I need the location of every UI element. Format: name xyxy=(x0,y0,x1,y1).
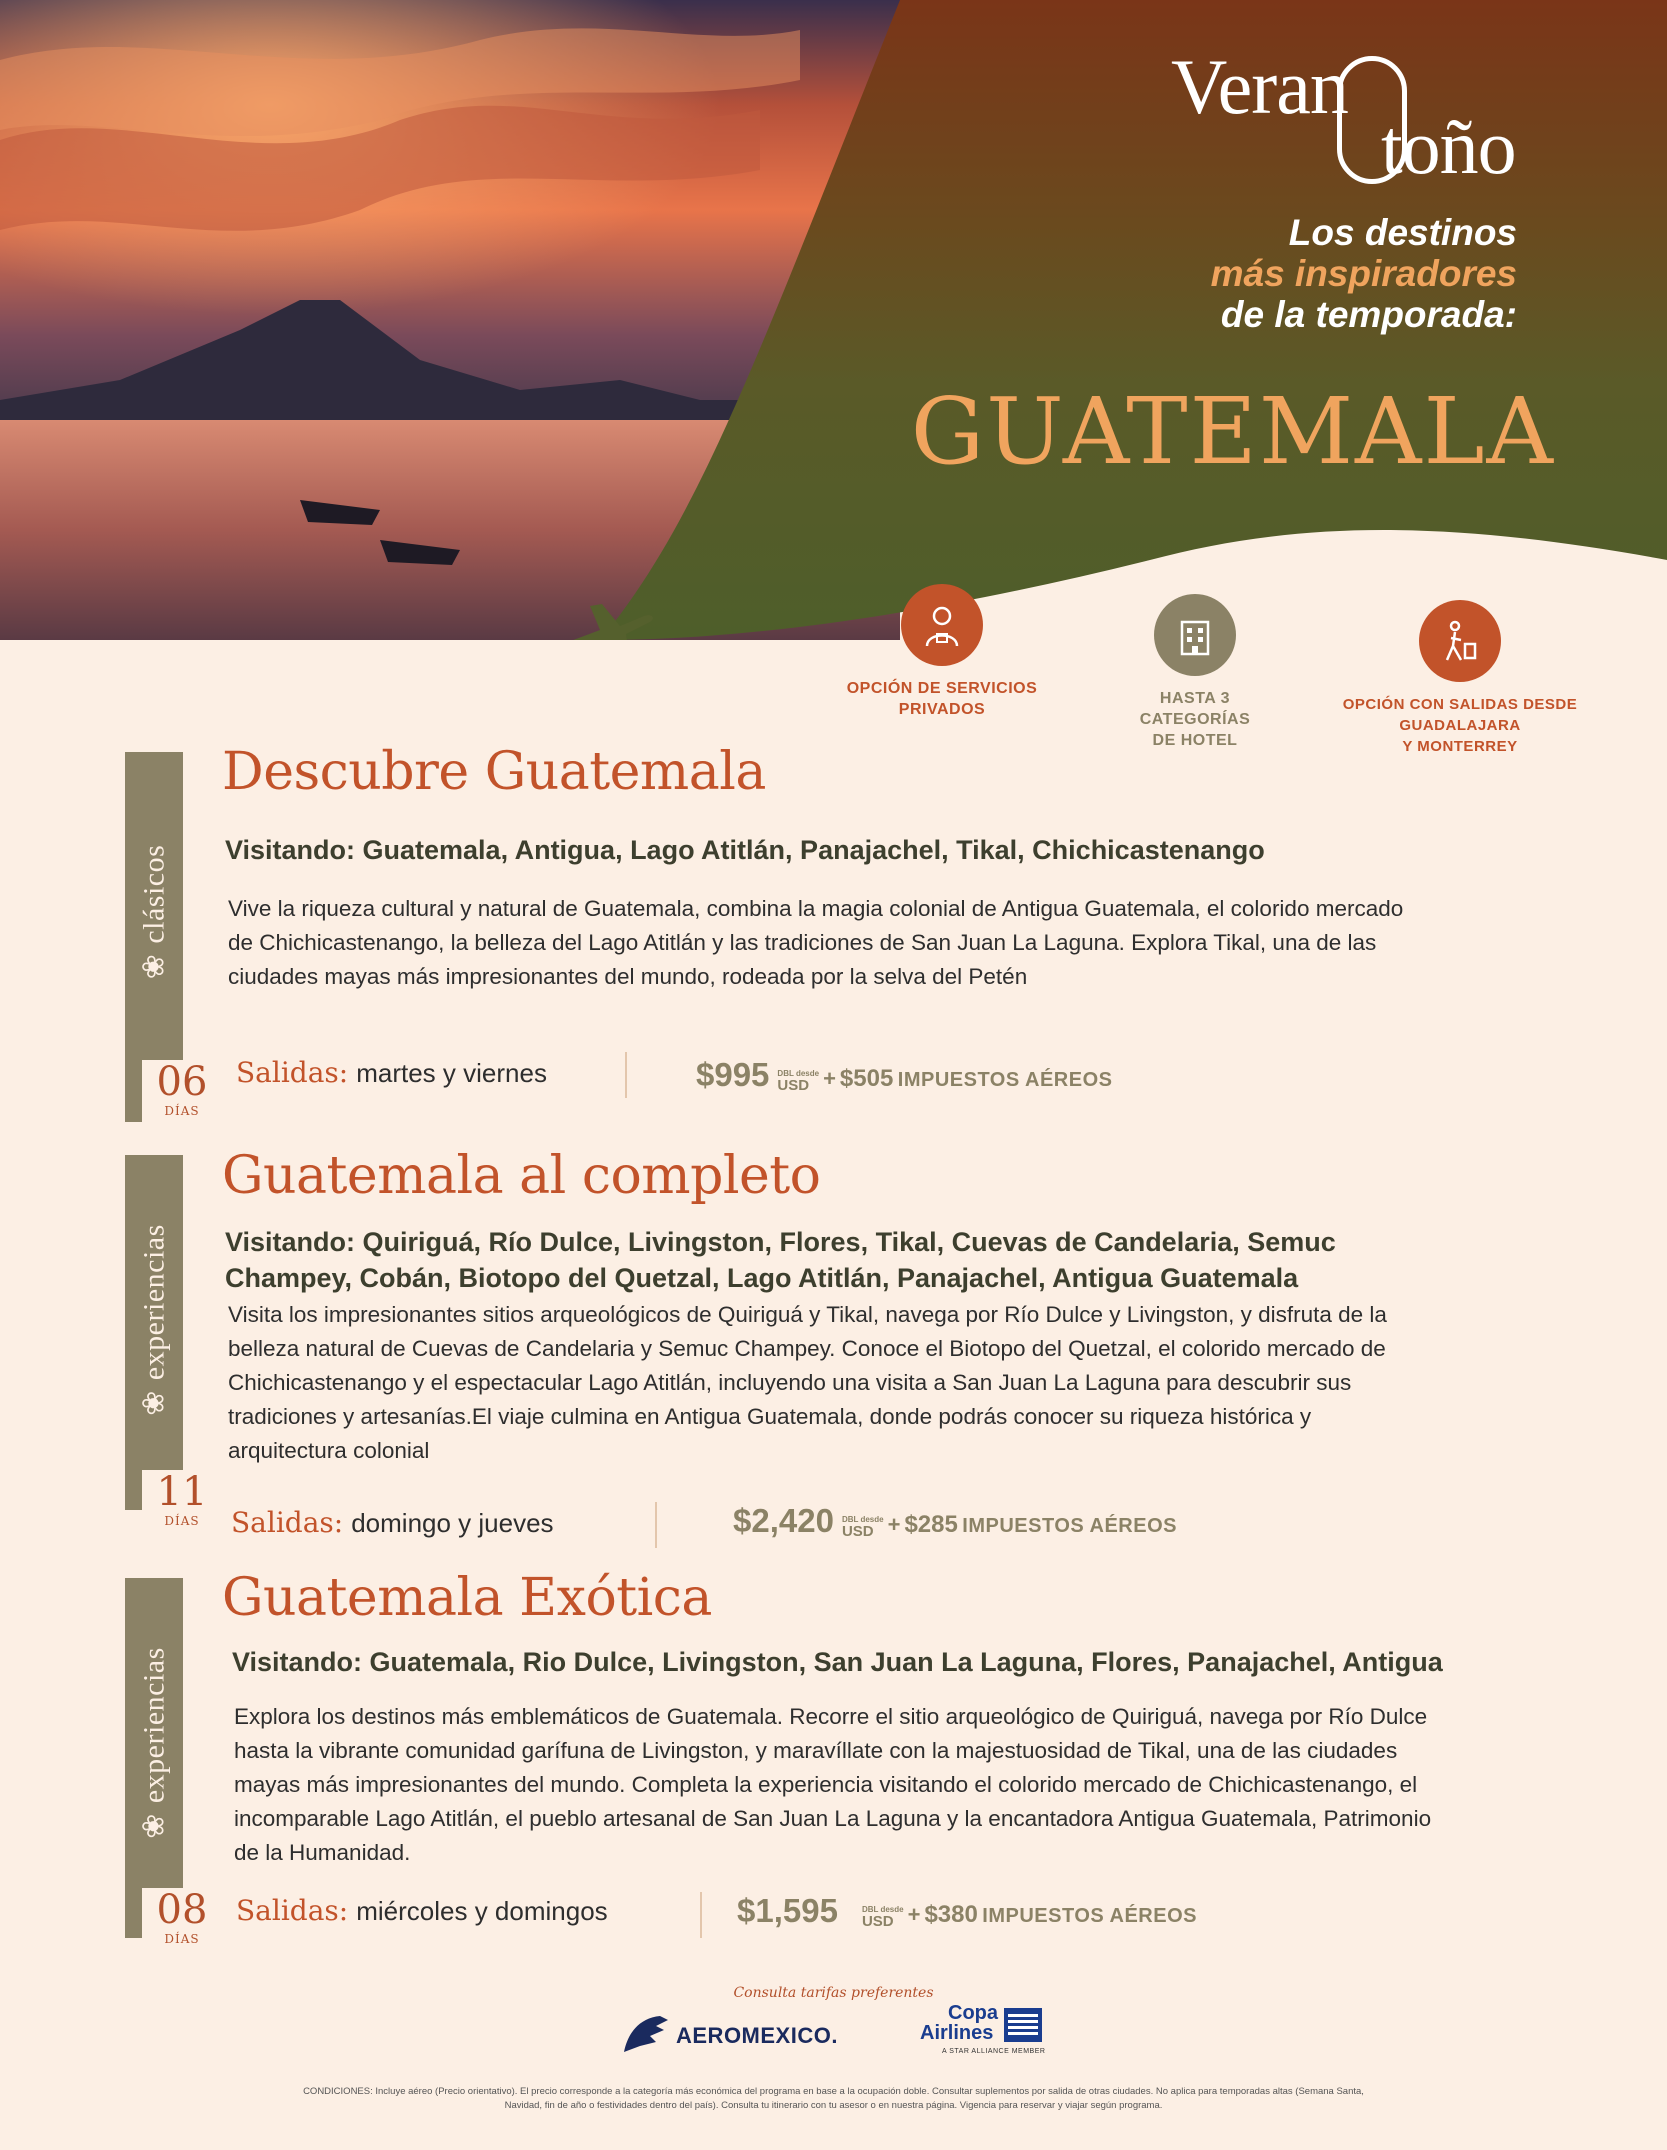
price-currency: USD xyxy=(841,1523,874,1541)
days-badge xyxy=(142,1060,222,1130)
guide-icon xyxy=(901,584,983,666)
copa-line-2: Airlines xyxy=(920,2022,994,2044)
aeromexico-name: AEROMEXICO. xyxy=(676,2023,838,2048)
days-label: DÍAS xyxy=(164,1514,200,1528)
category-label: ❀experiencias xyxy=(137,1647,171,1839)
program-departures xyxy=(236,1056,547,1089)
hero-banner xyxy=(0,0,1667,640)
category-label: ❀experiencias xyxy=(137,1224,171,1416)
category-band xyxy=(125,1578,183,1938)
price-tax: $285 xyxy=(904,1511,958,1538)
program-title: Guatemala Exótica xyxy=(222,1568,712,1628)
feature-label: HASTA 3 CATEGORÍAS DE HOTEL xyxy=(1139,690,1251,749)
price-amount: $2,420 xyxy=(733,1502,834,1539)
days-badge xyxy=(142,1888,222,1958)
price-tax: $380 xyxy=(924,1901,978,1928)
days-badge xyxy=(142,1470,222,1540)
departures-label: Salidas: xyxy=(231,1506,344,1539)
price-dbl: DBL desde xyxy=(861,1905,904,1915)
departures-days: miércoles y domingos xyxy=(356,1896,608,1926)
departures-label: Salidas: xyxy=(236,1894,349,1927)
brand-word-2: toño xyxy=(1381,103,1516,190)
days-label: DÍAS xyxy=(164,1104,200,1118)
category-band xyxy=(125,1155,183,1510)
airplane-icon xyxy=(560,590,660,640)
brand-logo xyxy=(1171,36,1541,190)
departures-days: domingo y jueves xyxy=(351,1508,554,1538)
eagle-knight-icon xyxy=(620,2012,672,2056)
divider xyxy=(655,1502,657,1548)
copa-airlines-logo xyxy=(920,2002,1070,2064)
feature-label: OPCIÓN CON SALIDAS DESDE GUADALAJARA Y MONTERREY xyxy=(1342,696,1578,755)
divider xyxy=(625,1052,627,1098)
program-title: Descubre Guatemala xyxy=(222,742,766,802)
program-price: $2,420 DBL desde USD + $285 IMPUESTOS AÉREOS xyxy=(733,1502,1177,1541)
days-number: 08 xyxy=(156,1887,208,1933)
days-number: 06 xyxy=(156,1059,208,1105)
program-description: Explora los destinos más emblemáticos de Guatemala. Recorre el sitio arqueológico de Quiriguá, navega por Río Dulce hasta la vibrante comunidad garífuna de Livingston, y maravíllate con la majestuosidad de Tikal, una de las ciudades mayas más impresionantes del mundo. Completa la experiencia visitando el colorido mercado de Chichicastenango, el incomparable Lago Atitlán, el pueblo artesanal de San Juan La Laguna y la encantadora Antigua Guatemala, Patrimonio de la Humanidad. xyxy=(234,1704,1432,1865)
price-dbl: DBL desde xyxy=(777,1069,820,1079)
program-visiting: Visitando: Quiriguá, Río Dulce, Livingston, Flores, Tikal, Cuevas de Candelaria, Semuc Champey, Cobán, Biotopo del Quetzal, Lago Atitlán, Panajachel, Antigua Guatemala xyxy=(225,1227,1336,1293)
price-currency: USD xyxy=(777,1077,810,1095)
price-tax-label: IMPUESTOS AÉREOS xyxy=(982,1905,1197,1927)
price-currency: USD xyxy=(861,1913,894,1931)
price-dbl: DBL desde xyxy=(841,1515,884,1525)
days-label: DÍAS xyxy=(164,1932,200,1946)
departures-label: Salidas: xyxy=(236,1056,349,1089)
tagline-line-3: de la temporada: xyxy=(1220,294,1517,335)
feature-departures xyxy=(1340,600,1580,757)
program-price: $1,595 DBL desde USD + $380 IMPUESTOS AÉREOS xyxy=(737,1892,1197,1931)
feature-label: OPCIÓN DE SERVICIOS PRIVADOS xyxy=(846,680,1038,718)
consulta-text: Consulta tarifas preferentes xyxy=(733,1985,934,2001)
departures-days: martes y viernes xyxy=(356,1058,547,1088)
flower-icon: ❀ xyxy=(137,1813,171,1839)
program-description: Vive la riqueza cultural y natural de Guatemala, combina la magia colonial de Antigua Guatemala, el colorido mercado de Chichicastenango, la belleza del Lago Atitlán y las tradiciones de San Juan La Laguna. Explora Tikal, una de las ciudades mayas más impresionantes del mundo, rodeada por la selva del Petén xyxy=(228,896,1404,989)
tagline xyxy=(1211,212,1517,335)
conditions-text: CONDICIONES: Incluye aéreo (Precio orientativo). El precio corresponde a la categoría más económica del programa en base a la ocupación doble. Consultar suplementos por salida de otras ciudades. No aplica para temporadas altas (Semana Santa, Navidad, fin de año o festividades dentro del país). Consulta tu itinerario con tu asesor o en nuestra página. Vigencia para reservar y viajar según programa. xyxy=(303,2086,1364,2111)
country-title: GUATEMALA xyxy=(910,378,1555,485)
price-amount: $995 xyxy=(696,1056,770,1093)
brand-word-1: Veran xyxy=(1171,43,1348,130)
program-price: $995 DBL desde USD + $505 IMPUESTOS AÉREOS xyxy=(696,1056,1113,1095)
divider xyxy=(700,1892,702,1938)
program-departures xyxy=(231,1506,554,1539)
feature-private-services xyxy=(832,584,1052,720)
program-title: Guatemala al completo xyxy=(222,1146,821,1206)
days-number: 11 xyxy=(156,1469,208,1515)
price-tax-label: IMPUESTOS AÉREOS xyxy=(897,1069,1113,1091)
aeromexico-logo xyxy=(620,2010,890,2058)
price-tax-label: IMPUESTOS AÉREOS xyxy=(962,1515,1177,1537)
program-description: Visita los impresionantes sitios arqueológicos de Quiriguá y Tikal, navega por Río Dulce y Livingston, y disfruta de la belleza natural de Cuevas de Candelaria y Semuc Champey. Conoce el Biotopo del Quetzal, el colorido mercado de Chichicastenango y el espectacular Lago Atitlán, incluyendo una visita a San Juan La Laguna para descubrir sus tradiciones y artesanías.El viaje culmina en Antigua Guatemala, donde podrás conocer su riqueza histórica y arquitectura colonial xyxy=(228,1302,1387,1463)
program-departures xyxy=(236,1894,608,1927)
tagline-line-1: Los destinos xyxy=(1288,212,1517,253)
feature-hotel-categories xyxy=(1090,594,1300,751)
flower-icon: ❀ xyxy=(137,953,171,980)
copa-member-text: A STAR ALLIANCE MEMBER xyxy=(942,2048,1046,2055)
category-label: ❀clásicos xyxy=(137,844,171,980)
copa-line-1: Copa xyxy=(948,2002,998,2024)
tagline-line-2: más inspiradores xyxy=(1210,253,1517,294)
program-visiting: Visitando: Guatemala, Rio Dulce, Livingston, San Juan La Laguna, Flores, Panajachel, Antigua xyxy=(232,1647,1443,1677)
traveler-icon xyxy=(1419,600,1501,682)
price-amount: $1,595 xyxy=(737,1892,838,1929)
price-tax: $505 xyxy=(839,1065,894,1092)
hotel-icon xyxy=(1154,594,1236,676)
flower-icon: ❀ xyxy=(137,1390,171,1416)
copa-emblem-icon xyxy=(1004,2008,1042,2042)
program-visiting: Visitando: Guatemala, Antigua, Lago Atitlán, Panajachel, Tikal, Chichicastenango xyxy=(225,835,1265,865)
